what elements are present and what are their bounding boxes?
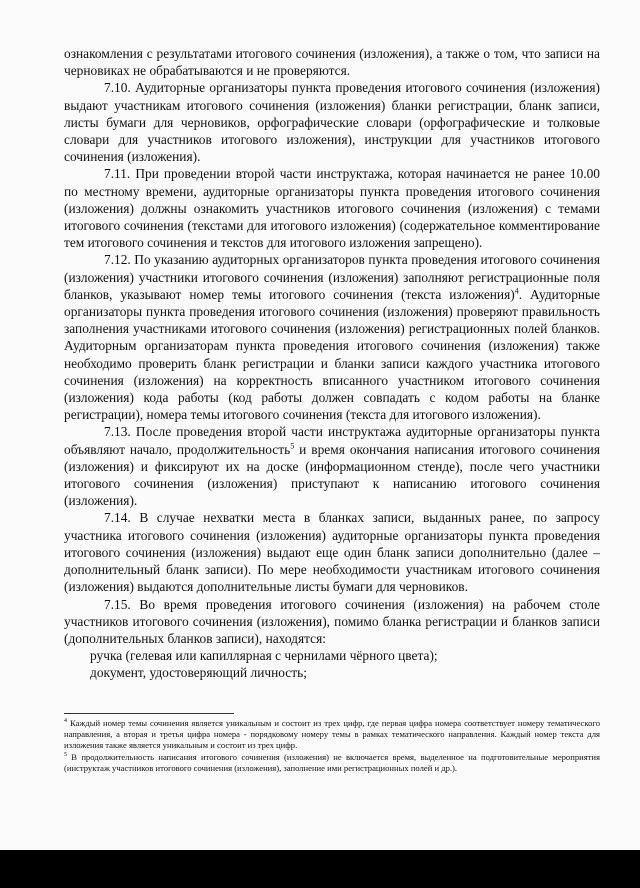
- footnote-text-5: В продолжительность написания итогового сочинения (изложения) не включается время, выделенное на подготовительные мероприятия (инструктаж участников итогового сочинения (изложения), заполнение ими регистрационных полей и др.).: [64, 751, 600, 773]
- footnote-mark-4: 4: [64, 718, 67, 725]
- paragraph-7-13-part-2: и время окончания написания итогового сочинения (изложения) и фиксируют их на доске (информационном стенде), после чего участники итогового сочинения (изложения) приступают к написанию итогового сочинения (изложения).: [64, 441, 601, 509]
- paragraph-7-14: 7.14. В случае нехватки места в бланках записи, выданных ранее, по запросу участника итогового сочинения (изложения) аудиторные организаторы пункта проведения итогового сочинения (изложения) выдают еще один бланк записи дополнительно (далее – дополнительный бланк записи). По мере необходимости участникам итогового сочинения (изложения) выдаются дополнительные листы бумаги для черновиков.: [64, 510, 600, 595]
- paragraph-7-12: [64, 251, 600, 423]
- footnote-5: [64, 752, 600, 774]
- footnotes: [64, 718, 600, 774]
- paragraph-7-13-part-1: 7.13. После проведения второй части инструктажа аудиторные организаторы пункта объявляют начало, продолжительность: [64, 424, 600, 457]
- paragraph-7-12-part-2: . Аудиторные организаторы пункта проведения итогового сочинения (изложения) проверяют правильность заполнения участниками итогового сочинения (изложения) регистрационных полей бланков. Аудиторным организаторам пункта проведения итогового сочинения (изложения) также необходимо проверить бланк регистрации и бланки записи каждого участника итогового сочинения (изложения) на корректность вписанного участником итогового сочинения (изложения) кода работы (код работы должен совпадать с кодом работы на бланке регистрации), номера темы итогового сочинения (текста для итогового изложения).: [64, 286, 601, 423]
- footnote-separator: [64, 713, 234, 714]
- footnote-ref-4: 4: [514, 286, 519, 296]
- paragraph-7-13: [64, 423, 600, 509]
- paragraph-7-12-part-1: 7.12. По указанию аудиторных организаторов пункта проведения итогового сочинения (изложения) участники итогового сочинения (изложения) заполняют регистрационные поля бланков, указывают номер темы итогового сочинения (текста изложения): [64, 252, 600, 302]
- paragraph-7-15: 7.15. Во время проведения итогового сочинения (изложения) на рабочем столе участников итогового сочинения (изложения), помимо бланка регистрации и бланков записи (дополнительных бланков записи), находятся:: [64, 596, 600, 646]
- main-text: [64, 45, 600, 682]
- list-item-id-document: документ, удостоверяющий личность;: [90, 665, 307, 681]
- list-item-pen: ручка (гелевая или капиллярная с чернилами чёрного цвета);: [90, 648, 438, 664]
- footnote-ref-5: 5: [290, 441, 295, 451]
- paragraph-7-11: 7.11. При проведении второй части инструктажа, которая начинается не ранее 10.00 по местному времени, аудиторные организаторы пункта проведения итогового сочинения (изложения) должны ознакомить участников итогового сочинения (изложения) с темами итогового сочинения (текстами для итогового изложения) (содержательное комментирование тем итогового сочинения и текстов для итогового изложения запрещено).: [64, 166, 600, 251]
- paragraph-continuation: ознакомления с результатами итогового сочинения (изложения), а также о том, что записи на черновиках не обрабатываются и не проверяются.: [64, 46, 600, 79]
- footnote-4: [64, 718, 600, 752]
- scan-border: [0, 850, 640, 888]
- paragraph-7-10: 7.10. Аудиторные организаторы пункта проведения итогового сочинения (изложения) выдают участникам итогового сочинения (изложения) бланки регистрации, бланк записи, листы бумаги для черновиков, орфографические словари (орфографические и толковые словари для участников итогового изложения), инструкции для участников итогового сочинения (изложения).: [64, 80, 600, 165]
- footnote-text-4: Каждый номер темы сочинения является уникальным и состоит из трех цифр, где первая цифра номера соответствует номеру тематического направления, а вторая и третья цифра номера - порядковому номеру темы в рамках тематического направления. Каждый номер текста для изложения также является уникальным и состоит из трех цифр.: [64, 718, 600, 751]
- footnote-mark-5: 5: [64, 751, 67, 758]
